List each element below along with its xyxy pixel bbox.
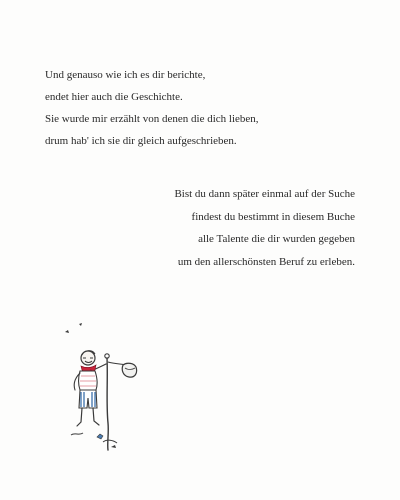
poem-stanza-2 xyxy=(135,183,355,273)
fly-mark xyxy=(65,330,69,333)
child-body xyxy=(79,371,98,390)
pole-stroke xyxy=(107,358,108,450)
poem-stanza-1 xyxy=(45,64,305,152)
fly-mark xyxy=(79,323,82,326)
poem-line: Und genauso wie ich es dir berichte, xyxy=(45,69,206,81)
poem-line: drum hab' ich sie dir gleich aufgeschrieben. xyxy=(45,135,237,147)
child-with-swinging-pole-icon xyxy=(55,318,155,458)
poem-line: um den allerschönsten Beruf zu erleben. xyxy=(177,255,355,268)
hanging-pot xyxy=(122,363,136,377)
poem-line: Bist du dann später einmal auf der Suche xyxy=(174,188,355,200)
poem-line: alle Talente die dir wurden gegeben xyxy=(198,233,355,245)
poem-line: endet hier auch die Geschichte. xyxy=(45,91,183,103)
poem-line: Sie wurde mir erzählt von denen die dich lieben, xyxy=(45,113,259,125)
poem-line: findest du bestimmt in diesem Buche xyxy=(191,210,355,223)
